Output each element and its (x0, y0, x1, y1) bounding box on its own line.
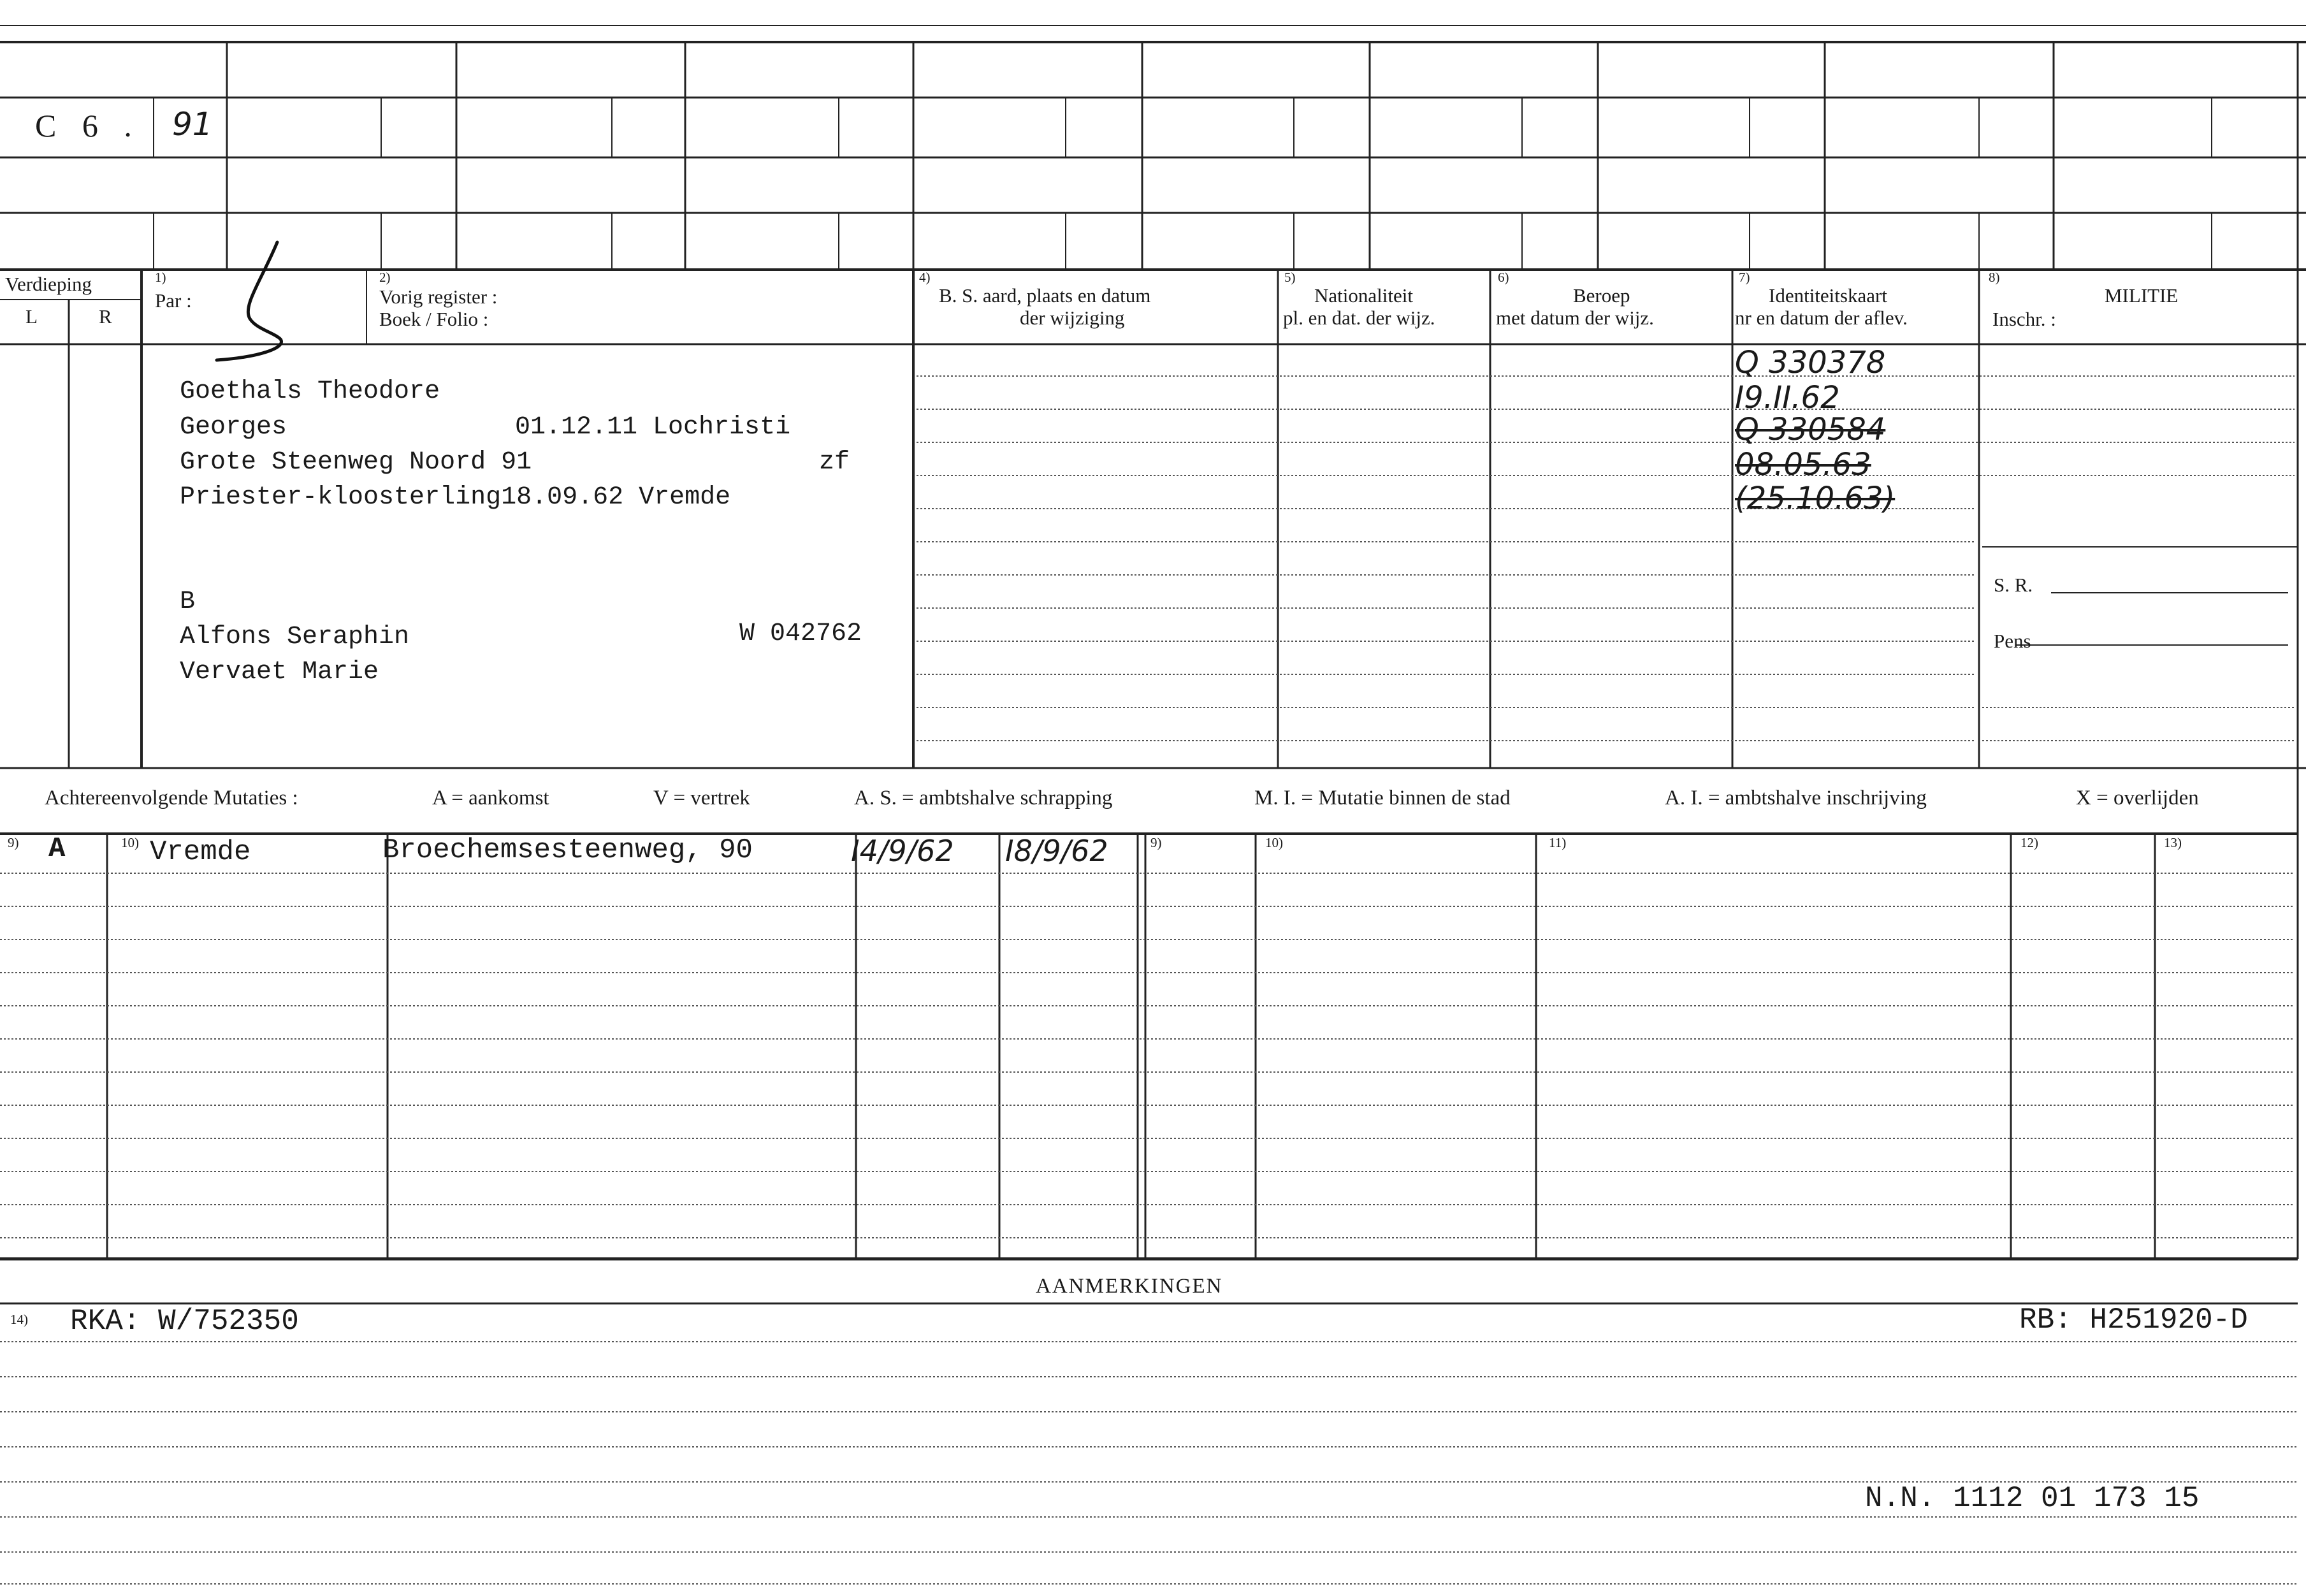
id-card-date-2-struck: 08.05.63 (1735, 447, 1871, 482)
verdieping-label: Verdieping (5, 273, 92, 295)
register-number: 91 (172, 106, 213, 143)
mutation-type: A (48, 833, 66, 865)
legend-as: A. S. = ambtshalve schrapping (854, 787, 1113, 809)
legend-v: V = vertrek (653, 787, 750, 809)
mutations-legend-title: Achtereenvolgende Mutaties : (45, 787, 298, 809)
col4-number: 4) (919, 270, 931, 285)
national-number: N.N. 1112 01 173 15 (1865, 1482, 2200, 1515)
mother-name: Vervaet Marie (180, 658, 379, 686)
id-card-header-line1: Identiteitskaart (1769, 284, 1887, 307)
floor-right-label: R (99, 305, 112, 328)
legend-a: A = aankomst (432, 787, 549, 809)
profession-header-line1: Beroep (1573, 284, 1630, 307)
bs-header-line2: der wijziging (1020, 307, 1125, 329)
id-card-entry-3-struck: (25.10.63) (1735, 481, 1896, 516)
remarks-number: 14) (10, 1312, 28, 1327)
mutation-date-1: I4/9/62 (851, 834, 954, 868)
militie-header: MILITIE (2105, 284, 2179, 307)
mutation-place: Vremde (150, 836, 251, 868)
id-card-number-2-struck: Q 330584 (1735, 412, 1886, 447)
id-card-date-1: I9.II.62 (1735, 380, 1840, 416)
mut-col13-number: 13) (2164, 835, 2182, 850)
col6-number: 6) (1498, 270, 1509, 285)
bs-header-line1: B. S. aard, plaats en datum (939, 284, 1151, 307)
rka-number: RKA: W/752350 (70, 1305, 299, 1338)
nationality-header-line2: pl. en dat. der wijz. (1283, 307, 1435, 329)
col5-number: 5) (1284, 270, 1296, 285)
boek-folio-label: Boek / Folio : (379, 308, 489, 330)
profession-header-line2: met datum der wijz. (1496, 307, 1654, 329)
mutation-address: Broechemsesteenweg, 90 (382, 834, 753, 866)
remarks-title: AANMERKINGEN (1036, 1275, 1223, 1298)
person-name-line2: Georges (180, 413, 287, 442)
vorig-register-label: Vorig register : (379, 286, 498, 308)
occupation-line: Priester-kloosterling18.09.62 Vremde (180, 483, 731, 512)
previous-address: Grote Steenweg Noord 91 (180, 448, 532, 477)
mut-col9b-number: 9) (1150, 835, 1162, 850)
mut-col12-number: 12) (2020, 835, 2038, 850)
col8-number: 8) (1989, 270, 2000, 285)
par-label: Par : (155, 289, 192, 312)
father-code: W 042762 (739, 620, 862, 648)
inschr-label: Inschr. : (1992, 308, 2056, 330)
person-name-line1: Goethals Theodore (180, 377, 440, 406)
mutation-date-2: I8/9/62 (1005, 834, 1108, 868)
id-card-header-line2: nr en datum der aflev. (1735, 307, 1908, 329)
civil-status: zf (819, 448, 850, 477)
legend-mi: M. I. = Mutatie binnen de stad (1254, 787, 1511, 809)
mut-col10-number: 10) (121, 835, 139, 850)
sr-label: S. R. (1994, 574, 2033, 596)
id-card-number-1: Q 330378 (1735, 345, 1886, 381)
col7-number: 7) (1739, 270, 1750, 285)
mut-col11b-number: 11) (1549, 835, 1567, 850)
parents-marker: B (180, 588, 196, 616)
father-name: Alfons Seraphin (180, 623, 410, 651)
floor-left-label: L (25, 305, 38, 328)
birth-date-place: 01.12.11 Lochristi (515, 413, 791, 442)
col2-number: 2) (379, 270, 391, 285)
legend-ai: A. I. = ambtshalve inschrijving (1665, 787, 1927, 809)
mut-col9-number: 9) (8, 835, 19, 850)
pens-label: Pens (1994, 630, 2031, 652)
col1-number: 1) (155, 270, 166, 285)
mut-col10b-number: 10) (1265, 835, 1283, 850)
rb-number: RB: H251920-D (2019, 1303, 2248, 1337)
legend-x: X = overlijden (2076, 787, 2199, 809)
register-code: C 6 . (35, 108, 141, 143)
nationality-header-line1: Nationaliteit (1314, 284, 1413, 307)
